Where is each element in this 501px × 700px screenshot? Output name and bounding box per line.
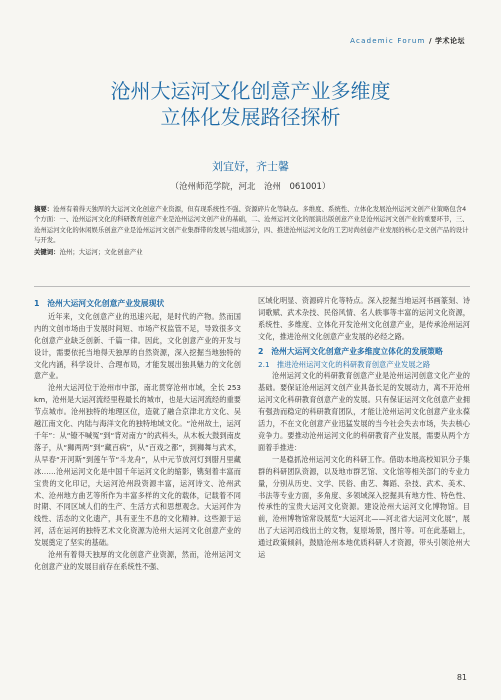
- keywords-text: 沧州；大运河；文化创意产业: [59, 247, 143, 256]
- section-2-heading: 2 沧州大运河文化创意产业多维度立体化的发展策略: [258, 346, 443, 356]
- keywords-label: 关键词：: [34, 247, 60, 256]
- abstract-label: 摘要：: [34, 205, 54, 213]
- journal-name-en: Academic Forum: [350, 37, 426, 45]
- section-1-heading: 1 沧州大运河文化创意产业发展现状: [34, 299, 165, 308]
- article-authors: 刘宜妤，齐士馨: [212, 160, 289, 173]
- article-affiliation: （沧州师范学院，河北 沧州 061001）: [170, 182, 331, 192]
- journal-header: [350, 36, 465, 46]
- page-number: 81: [456, 673, 467, 682]
- paragraph: 近年来，文化创意产业的迅速兴起，是时代的产物。然而国内的文创市场由于发展时间短、市场产权监管不足，导致很多文化创意产业缺乏创新、千篇一律。因此，文化创意产业的开发与设计，需要依托当地得天独厚的自然资源，深入挖掘当地独特的文化内涵，科学设计、合理布局，才能发展出独具魅力的文化创意产业。: [34, 311, 241, 381]
- body-column-right: [258, 295, 470, 561]
- paragraph: 沧州有着得天独厚的文化创意产业资源，然而，沧州运河文化创意产业的发展目前存在系统性不强、: [34, 550, 241, 571]
- abstract-block: [34, 204, 470, 257]
- paragraph: 沧州运河文化的科研教育创意产业是沧州运河创意文化产业的基础。要保证沧州运河文创产业具备长足的发展动力，离不开沧州运河文化科研教育创意产业的发展。只有保证运河文化创意产业拥有强劲而稳定的科研教育团队，才能让沧州运河文化创意产业永葆活力，不在文化创意产业迅猛发展的当今社会失去市场，失去核心竞争力。要推动沧州运河文化的科研教育产业发展，需要从两个方面着手推进：: [258, 371, 470, 452]
- divider-rule: [34, 286, 470, 287]
- paragraph: 沧州大运河位于沧州市中部，南北贯穿沧州市域，全长 253 km，沧州是大运河流经里程最长的城市，也是大运河流经的重要节点城市。沧州独特的地理区位，造就了融合京津北方文化、吴越江南文化、内陆与海洋文化的独特地域文化。“沧州故土，运河千年”：从“镣不喊冤”到“背对南方”的武科头，从木板大鼓到南皮落子，从“狮两两”到“藏百病”，从“百戏之都”，到狮舞与武术，从早春“开河斯”到莲午节“斗龙舟”，从中元节放河灯到腊月里藏冰……沧州运河文化是中国千年运河文化的缩影，镌刻着丰富而宝贵的文化印记，大运河沧州段资源丰富，运河诗文、沧州武术、沧州地方曲艺等所作为丰富多样的文化的载体，记载着不同时期、不同区域人们的生产、生活方式和思想观念。大运河作为线性、活态的文化遗产，具有亚生不息的文化精神。这些源于运河，活在运河的独特艺术文化资源为沧州大运河文化创意产业的发展奠定了坚实的基础。: [34, 383, 241, 548]
- abstract: [34, 204, 470, 246]
- keywords: [34, 247, 470, 257]
- abstract-text: 沧州有着得天独厚的大运河文化创意产业资源，但有现系统性不强、资源碎片化等缺点。多维度、系统性、立体化发展沧州运河文创产业策略包含4个方面：一、沧州运河文化的科研教育创意产业是沧州运河文创产业的基础，二、沧州运河文化的展演出版创意产业是沧州运河文创产业的重要环节，三、沧州运河文化的休闲娱乐创意产业是沧州运河文创产业集群带的发展与组成部分，四、推进沧州运河文化的工艺时尚创意产业发展的核心是文创产品的设计与开发。: [34, 205, 469, 245]
- body-column-left: [34, 295, 241, 573]
- journal-name-cn: / 学术论坛: [429, 37, 465, 45]
- paragraph: 区域化明显、资源碎片化等特点。深入挖掘当地运河书画篆刻、诗词歌赋、武术杂技、民俗风情、名人轶事等丰富的运河文化资源，系统性、多维度、立体化开发沧州文化创意产业，是传承沧州运河文化，推进沧州文化创意产业发展的必经之路。: [258, 296, 470, 341]
- article-title-line2: 立体化发展路径探析: [160, 105, 341, 129]
- subsection-2-1-heading: 2.1 推进沧州运河文化的科研教育创意产业发展之路: [258, 359, 431, 369]
- article-title-line1: 沧州大运河文化创意产业多维度: [110, 79, 391, 103]
- paragraph: 一是稳抓沧州运河文化的科研工作。借助本地高校知识分子集群的科研团队资源，以及地市群艺馆、文化馆等相关部门的专业力量，分别从历史、文学、民俗、曲艺、舞蹈、杂技、武术、美术、书法等专业方面，多角度、多领域深入挖掘具有地方性、特色性、传承性的宝贵大运河文化资源。建设沧州大运河文化博物馆。目前，沧州博物馆常设展览“大运河北——河北省大运河文化展”，展出了大运河沿线出土的文物，复原场景，图片等。可在此基础上，通过政策倾斜，鼓励沧州本地优质科研人才资源，带头引领沧州大运: [258, 454, 470, 560]
